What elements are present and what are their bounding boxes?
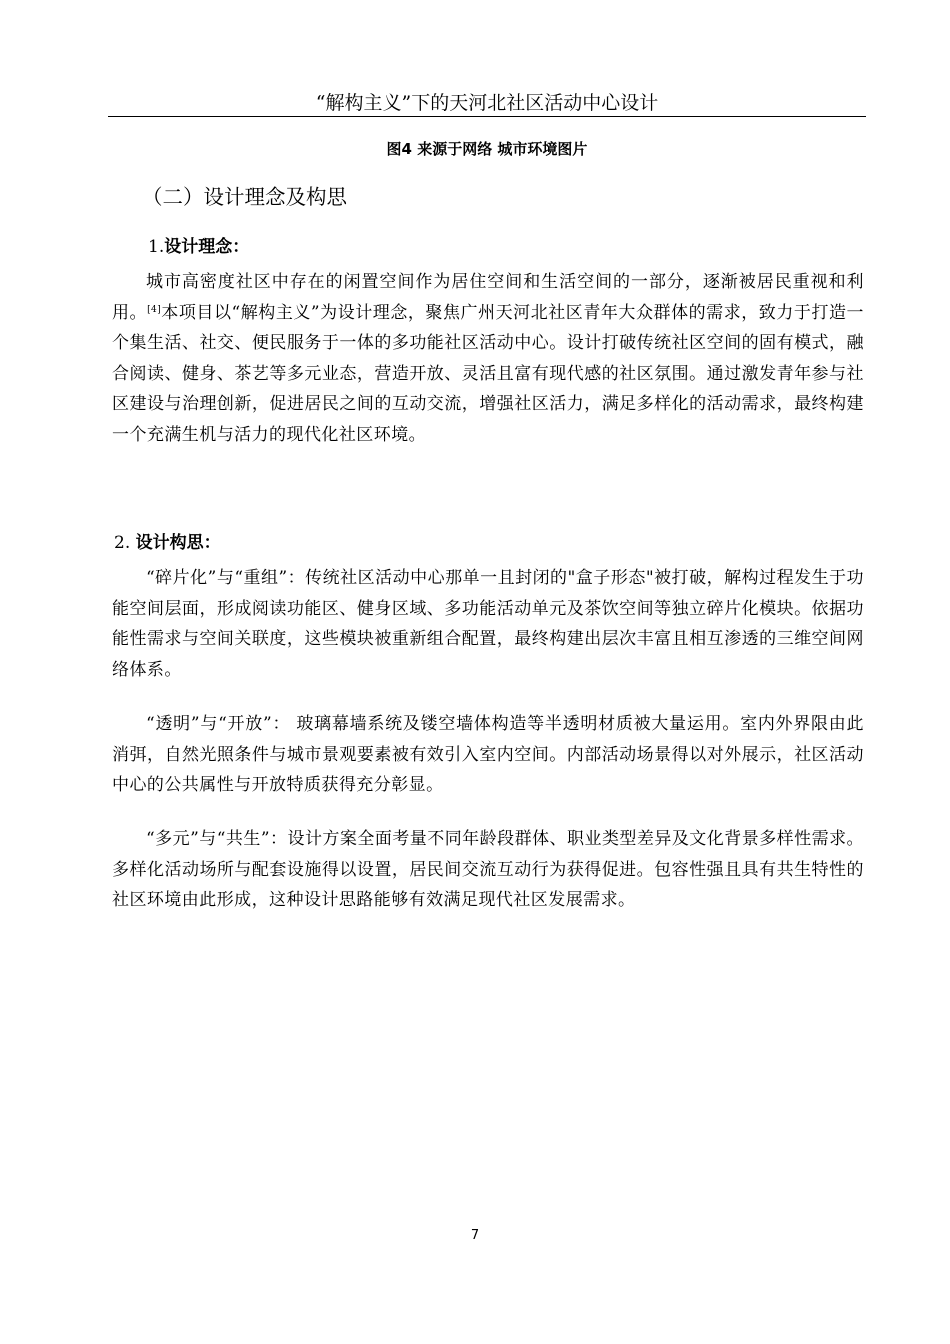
idea-paragraph-fragmentation: “碎片化”与“重组”：传统社区活动中心那单一且封闭的"盒子形态"被打破，解构过程发生于功能空间层面，形成阅读功能区、健身区域、多功能活动单元及茶饮空间等独立碎片化模块。依据功能性需求与空间关联度，这些模块被重新组合配置，最终构建出层次丰富且相互渗透的三维空间网络体系。 bbox=[112, 568, 864, 680]
idea-heading-label: 设计构思： bbox=[135, 533, 221, 553]
concept-heading-label: 设计理念： bbox=[164, 237, 250, 257]
figure-caption: 图4 来源于网络 城市环境图片 bbox=[386, 140, 588, 158]
idea-paragraph-transparency: “透明”与“开放”： 玻璃幕墙系统及镂空墙体构造等半透明材质被大量运用。室内外界限由此消弭，自然光照条件与城市景观要素被有效引入室内空间。内部活动场景得以对外展示，社区活动中心的公共属性与开放特质获得充分彰显。 bbox=[112, 714, 864, 795]
concept-paragraph bbox=[112, 267, 864, 450]
concept-heading-number: 1. bbox=[148, 237, 165, 257]
header-divider bbox=[108, 116, 866, 117]
idea-paragraph-coexistence: “多元”与“共生”：设计方案全面考量不同年龄段群体、职业类型差异及文化背景多样性需求。多样化活动场所与配套设施得以设置，居民间交流互动行为获得促进。包容性强且具有共生特性的社区环境由此形成，这种设计思路能够有效满足现代社区发展需求。 bbox=[112, 829, 864, 910]
page-number: 7 bbox=[470, 1228, 480, 1243]
concept-heading bbox=[148, 236, 249, 258]
citation-marker: [4] bbox=[147, 304, 162, 315]
idea-heading bbox=[114, 532, 221, 554]
section-heading: （二）设计理念及构思 bbox=[142, 185, 347, 209]
concept-text-part-2: 本项目以“解构主义”为设计理念，聚焦广州天河北社区青年大众群体的需求，致力于打造一个集生活、社交、便民服务于一体的多功能社区活动中心。设计打破传统社区空间的固有模式，融合阅读、健身、茶艺等多元业态，营造开放、灵活且富有现代感的社区氛围。通过激发青年参与社区建设与治理创新，促进居民之间的互动交流，增强社区活力，满足多样化的活动需求，最终构建一个充满生机与活力的现代化社区环境。 bbox=[112, 302, 864, 445]
concept-text-part-1: 城市高密度社区中存在的闲置空间作为居住空间和生活空间的一部分，逐渐被居民重视和利用。 bbox=[112, 272, 864, 323]
idea-heading-number: 2. bbox=[114, 533, 131, 553]
running-header-title: “解构主义”下的天河北社区活动中心设计 bbox=[315, 92, 659, 114]
